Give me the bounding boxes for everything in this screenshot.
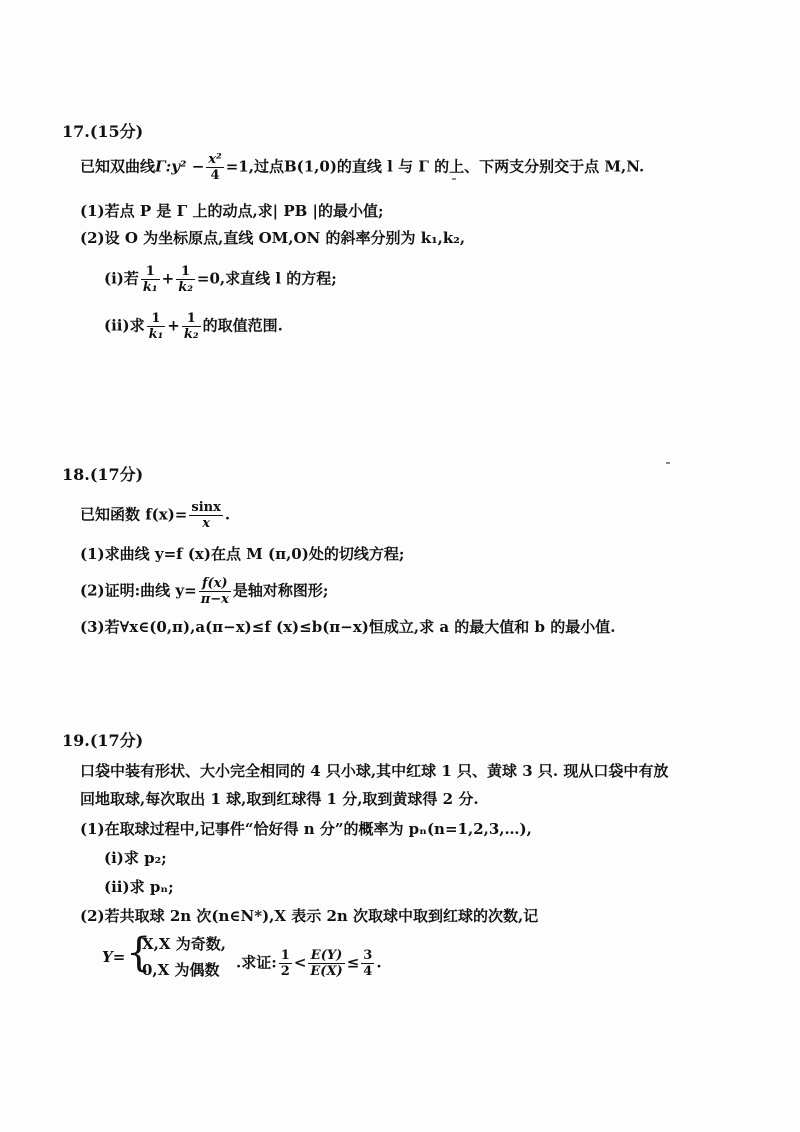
q17-sub-i bbox=[104, 264, 337, 295]
q19-sub-i: (i)求 p₂; bbox=[104, 849, 167, 867]
q19-header: 19.(17分) bbox=[62, 731, 144, 750]
q19-proof-frac2-den: E(X) bbox=[310, 964, 343, 979]
q17-intro-fraction bbox=[206, 152, 223, 183]
q17-intro-curve: Γ:y² − bbox=[155, 157, 205, 176]
q18-part1: (1)求曲线 y=f (x)在点 M (π,0)处的切线方程; bbox=[80, 545, 405, 563]
q17-sub-i-plus: + bbox=[161, 269, 175, 288]
q19-proof-frac1-num: 1 bbox=[280, 948, 290, 963]
q19-proof-frac2 bbox=[308, 948, 344, 979]
q17-sub-ii bbox=[104, 311, 283, 342]
q19-proof bbox=[236, 948, 382, 979]
q19-part2: (2)若共取球 2n 次(n∈N*),X 表示 2n 次取球中取到红球的次数,记 bbox=[80, 907, 539, 925]
q17-part2: (2)设 O 为坐标原点,直线 OM,ON 的斜率分别为 k₁,k₂, bbox=[80, 229, 466, 247]
q19-y-case2: 0,X 为偶数 bbox=[142, 961, 220, 979]
q17-part1: (1)若点 P 是 Γ 上的动点,求| PB |的最小值; bbox=[80, 202, 384, 220]
q17-intro-text-a: 已知双曲线 bbox=[80, 157, 156, 176]
q17-sub-i-prefix: (i)若 bbox=[104, 269, 139, 288]
q18-part2-suffix: 是轴对称图形; bbox=[232, 581, 329, 600]
q17-sub-i-frac2-num: 1 bbox=[176, 264, 195, 280]
q17-intro bbox=[80, 152, 644, 183]
q17-sub-ii-frac1 bbox=[147, 311, 166, 342]
q17-sub-i-frac1-num: 1 bbox=[141, 264, 160, 280]
q17-sub-ii-frac1-den: k₁ bbox=[148, 327, 164, 342]
q17-sub-ii-frac1-num: 1 bbox=[147, 311, 166, 327]
q19-y-case1: X,X 为奇数, bbox=[142, 935, 226, 953]
q19-proof-frac1-den: 2 bbox=[280, 964, 290, 979]
q17-intro-frac-den: 4 bbox=[210, 168, 220, 183]
q18-intro-fraction bbox=[189, 500, 222, 531]
q19-proof-le: ≤ bbox=[346, 953, 360, 972]
q17-sub-i-frac2 bbox=[176, 264, 195, 295]
q19-proof-frac2-num: E(Y) bbox=[308, 948, 344, 964]
q18-intro-prefix: 已知函数 f(x)= bbox=[80, 505, 188, 524]
q18-part2-fraction bbox=[199, 576, 231, 607]
q19-proof-frac3-den: 4 bbox=[363, 964, 373, 979]
q19-part1: (1)在取球过程中,记事件“恰好得 n 分”的概率为 pₙ(n=1,2,3,…), bbox=[80, 820, 532, 838]
q17-sub-i-frac1-den: k₁ bbox=[142, 280, 158, 295]
q19-y-brace: { bbox=[126, 930, 152, 976]
q17-sub-ii-prefix: (ii)求 bbox=[104, 316, 145, 335]
q17-sub-ii-plus: + bbox=[167, 316, 180, 335]
q18-intro-frac-den: x bbox=[202, 516, 210, 531]
q19-proof-suffix: . bbox=[376, 953, 382, 972]
q19-proof-frac3-num: 3 bbox=[363, 948, 373, 963]
q17-header: 17.(15分) bbox=[62, 122, 144, 141]
q18-intro bbox=[80, 500, 230, 531]
q17-sub-i-frac1 bbox=[141, 264, 160, 295]
q18-part2-frac-num: f(x) bbox=[199, 576, 231, 592]
q19-proof-lt: < bbox=[293, 953, 307, 972]
q19-proof-frac1 bbox=[279, 948, 292, 979]
q17-sub-ii-frac2-num: 1 bbox=[182, 311, 201, 327]
q17-intro-text-b: =1,过点B(1,0)的直线 l 与 Γ 的上、下两支分别交于点 M,N. bbox=[225, 157, 645, 176]
q19-intro-line1: 口袋中装有形状、大小完全相同的 4 只小球,其中红球 1 只、黄球 3 只. 现从口袋中有放 bbox=[80, 762, 669, 780]
q18-header: 18.(17分) bbox=[62, 465, 144, 484]
q17-intro-frac-num: x² bbox=[208, 152, 222, 167]
q18-part2 bbox=[80, 576, 328, 607]
q18-intro-frac-num: sinx bbox=[191, 500, 221, 515]
q19-sub-ii: (ii)求 pₙ; bbox=[104, 878, 174, 896]
q19-intro-line2: 回地取球,每次取出 1 球,取到红球得 1 分,取到黄球得 2 分. bbox=[80, 790, 479, 808]
q17-sub-ii-frac2-den: k₂ bbox=[183, 327, 199, 342]
q17-sub-ii-suffix: 的取值范围. bbox=[202, 316, 283, 335]
q18-intro-suffix: . bbox=[224, 505, 231, 524]
q19-proof-prefix: .求证: bbox=[236, 953, 277, 972]
q19-proof-frac3 bbox=[361, 948, 374, 979]
q17-sub-i-frac2-den: k₂ bbox=[178, 280, 193, 295]
scan-speck bbox=[666, 462, 670, 464]
q17-sub-ii-frac2 bbox=[182, 311, 201, 342]
q19-y-label: Y= bbox=[102, 948, 126, 966]
q17-sub-i-suffix: =0,求直线 l 的方程; bbox=[196, 269, 337, 288]
q18-part2-prefix: (2)证明:曲线 y= bbox=[80, 581, 197, 600]
q18-part3: (3)若∀x∈(0,π),a(π−x)≤f (x)≤b(π−x)恒成立,求 a 的最大值和 b 的最小值. bbox=[80, 618, 616, 636]
q18-part2-frac-den: π−x bbox=[200, 592, 229, 607]
